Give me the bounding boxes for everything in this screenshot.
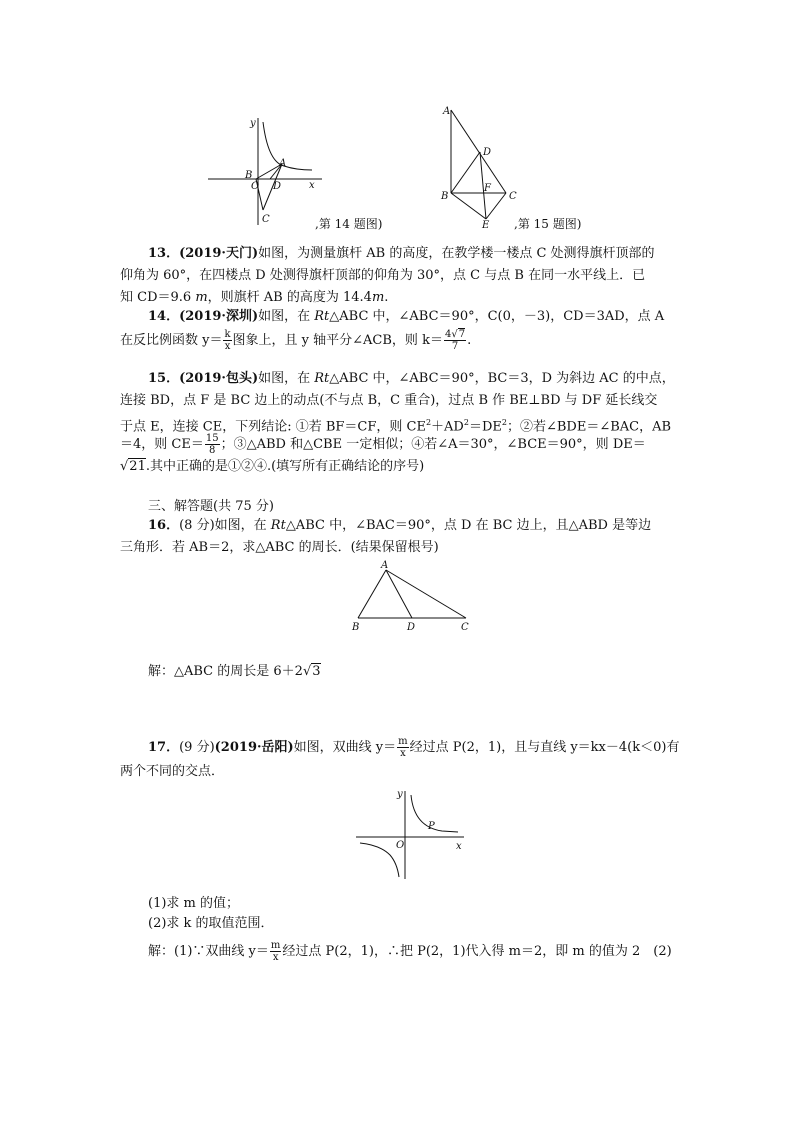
fig14-label-x: x	[309, 180, 315, 191]
q17-subquestion-2: (2)求 k 的取值范围．	[148, 916, 274, 931]
fig17-label-y: y	[397, 789, 403, 800]
fig16-label-d: D	[407, 622, 416, 633]
q15-text-1a: 如图，在	[258, 371, 315, 386]
q13-line-3b: ，则旗杆 AB 的高度为 14.4	[207, 290, 372, 305]
q16-text-1a: 如图，在	[214, 518, 271, 533]
fig17-label-o: O	[396, 840, 405, 851]
q15-source: (2019·包头)	[179, 371, 259, 386]
figure-14-caption: ,第 14 题图)	[315, 217, 383, 231]
q14-number: 14．	[148, 309, 180, 324]
q14-line-2b: 图象上，且 y 轴平分∠ACB，则 k＝	[232, 333, 443, 348]
q13-answer-unit: m	[371, 290, 385, 305]
q14-answer-radicand: 7	[458, 329, 466, 340]
q16-line-2: 三角形．若 AB＝2，求△ABC 的周长．(结果保留根号)	[120, 540, 439, 555]
q13-source: (2019·天门)	[179, 246, 259, 261]
q14-line-2c: .	[467, 333, 472, 348]
q14-answer-denominator: 7	[451, 341, 459, 352]
q13-unit-m: m	[195, 290, 208, 305]
q17-answer-frac-denominator: x	[272, 952, 279, 963]
q17-subquestion-1: (1)求 m 的值；	[148, 896, 240, 911]
q14-answer-coef: 4	[444, 329, 452, 340]
fig16-label-a: A	[381, 560, 389, 571]
q17-fraction-m-over-x	[397, 736, 408, 759]
q15-line-2: 连接 BD，点 F 是 BC 边上的动点(不与点 B，C 重合)，过点 B 作 BE⊥BD 与 DF 延长线交	[120, 393, 658, 408]
figure-14	[200, 110, 330, 230]
q13-line-1	[148, 244, 655, 264]
q16-score: (8 分)	[179, 518, 215, 533]
q17-answer-text-a: 解：(1)∵双曲线 y＝	[148, 944, 269, 959]
fig15-label-a: A	[443, 106, 451, 117]
q15-rt: Rt	[314, 371, 330, 386]
fig14-label-y: y	[250, 118, 256, 129]
fig14-label-o: O	[251, 181, 260, 192]
q15-line-4a: ＝4，则 CE＝	[120, 437, 204, 452]
q17-frac-numerator: m	[398, 736, 408, 747]
q15-line-4b: ；③△ABD 和△CBE 一定相似；④若∠A＝30°，∠BCE＝90°，则 DE＝	[220, 437, 646, 452]
q17-source: (2019·岳阳)	[214, 740, 294, 755]
q15-line-5	[120, 457, 424, 477]
q17-answer-fraction	[270, 940, 281, 963]
q15-sup-2: 2	[463, 418, 469, 427]
q14-text-1b: △ABC 中，∠ABC＝90°，C(0，－3)，CD＝3AD，点 A	[329, 309, 665, 324]
q15-text-1b: △ABC 中，∠ABC＝90°，BC＝3，D 为斜边 AC 的中点，	[329, 371, 675, 386]
q15-sqrt-21: √21	[120, 459, 146, 474]
q16-answer-sqrt: √3	[302, 664, 321, 679]
fig14-label-a: A	[279, 158, 287, 169]
q14-frac-numerator: k	[224, 329, 231, 340]
q15-fraction-15-over-8	[205, 433, 220, 456]
fig16-label-b: B	[352, 622, 360, 633]
q15-frac-numerator: 15	[205, 433, 219, 444]
figure-15	[436, 102, 536, 230]
fig15-label-b: B	[441, 191, 449, 202]
fig17-label-p: P	[428, 821, 435, 832]
fig17-label-x: x	[456, 841, 462, 852]
q13-line-3c: .	[384, 290, 389, 305]
q14-fraction-k-over-x	[223, 329, 231, 352]
q14-line-2a: 在反比例函数 y＝	[120, 333, 223, 348]
q15-sup-3: 2	[501, 418, 507, 427]
q17-frac-denominator: x	[400, 748, 406, 759]
q16-text-1b: △ABC 中，∠BAC＝90°，点 D 在 BC 边上，且△ABD 是等边	[285, 518, 652, 533]
q14-rt: Rt	[314, 309, 330, 324]
q16-rt: Rt	[270, 518, 286, 533]
section-3-title: 三、解答题(共 75 分)	[148, 499, 274, 514]
q14-frac-denominator: x	[224, 341, 231, 352]
q16-answer-text: 解：△ABC 的周长是 6＋2	[148, 664, 303, 679]
q15-radicand: 21	[129, 459, 146, 474]
figure-16	[344, 558, 479, 636]
fig14-label-d: D	[273, 181, 282, 192]
q17-answer	[148, 940, 672, 963]
q15-line-3a: 于点 E，连接 CE，下列结论: ①若 BF＝CF，则 CE	[120, 419, 426, 435]
q17-text-1b: 经过点 P(2，1)，且与直线 y＝kx－4(k＜0)有	[409, 740, 680, 755]
q13-text-1: 如图，为测量旗杆 AB 的高度，在教学楼一楼点 C 处测得旗杆顶部的	[258, 246, 655, 261]
q15-line-3c: ＝DE	[468, 419, 502, 435]
q17-line-1	[148, 736, 679, 759]
q14-answer-numerator: 4√7	[444, 329, 466, 340]
fig15-label-f: F	[484, 183, 491, 194]
q17-answer-frac-numerator: m	[270, 940, 281, 951]
figure-17	[352, 785, 472, 883]
q15-line-1	[148, 369, 675, 389]
fig14-label-b: B	[245, 170, 253, 181]
q14-source: (2019·深圳)	[179, 309, 259, 324]
q16-number: 16．	[148, 518, 180, 533]
q13-line-3	[120, 288, 388, 308]
fig15-label-c: C	[509, 191, 517, 202]
q17-score: (9 分)	[179, 740, 215, 755]
q13-number: 13．	[148, 246, 180, 261]
fig14-label-c: C	[262, 214, 270, 225]
q14-line-2	[120, 329, 471, 352]
q16-answer-radicand: 3	[312, 664, 321, 679]
q15-line-4	[120, 433, 646, 456]
q16-line-1	[148, 516, 651, 536]
q17-number: 17．	[148, 740, 180, 755]
q16-answer	[148, 660, 321, 679]
q14-answer-fraction	[444, 329, 466, 352]
q13-line-2: 仰角为 60°，在四楼点 D 处测得旗杆顶部的仰角为 30°，点 C 与点 B 在同一水平线上．已	[120, 268, 646, 283]
q13-line-3a: 知 CD＝9.6	[120, 290, 196, 305]
q15-line-3d: ；②若∠BDE＝∠BAC，AB	[506, 419, 672, 435]
q17-line-2: 两个不同的交点．	[120, 764, 225, 779]
q15-number: 15．	[148, 371, 180, 386]
q17-answer-text-b: 经过点 P(2，1)，∴把 P(2，1)代入得 m＝2，即 m 的值为 2 (2)	[282, 944, 672, 959]
fig15-label-e: E	[482, 220, 490, 230]
q17-text-1a: 如图，双曲线 y＝	[293, 740, 397, 755]
fig16-label-c: C	[461, 622, 469, 633]
q15-line-5b: .其中正确的是①②④.(填写所有正确结论的序号)	[145, 459, 425, 474]
q14-text-1a: 如图，在	[258, 309, 315, 324]
q15-line-3b: ＋AD	[431, 419, 464, 435]
fig15-label-d: D	[483, 147, 492, 158]
q15-sup-1: 2	[425, 418, 432, 427]
figure-15-caption: ,第 15 题图)	[514, 217, 582, 231]
q15-frac-denominator: 8	[209, 445, 216, 456]
q14-line-1	[148, 307, 664, 327]
